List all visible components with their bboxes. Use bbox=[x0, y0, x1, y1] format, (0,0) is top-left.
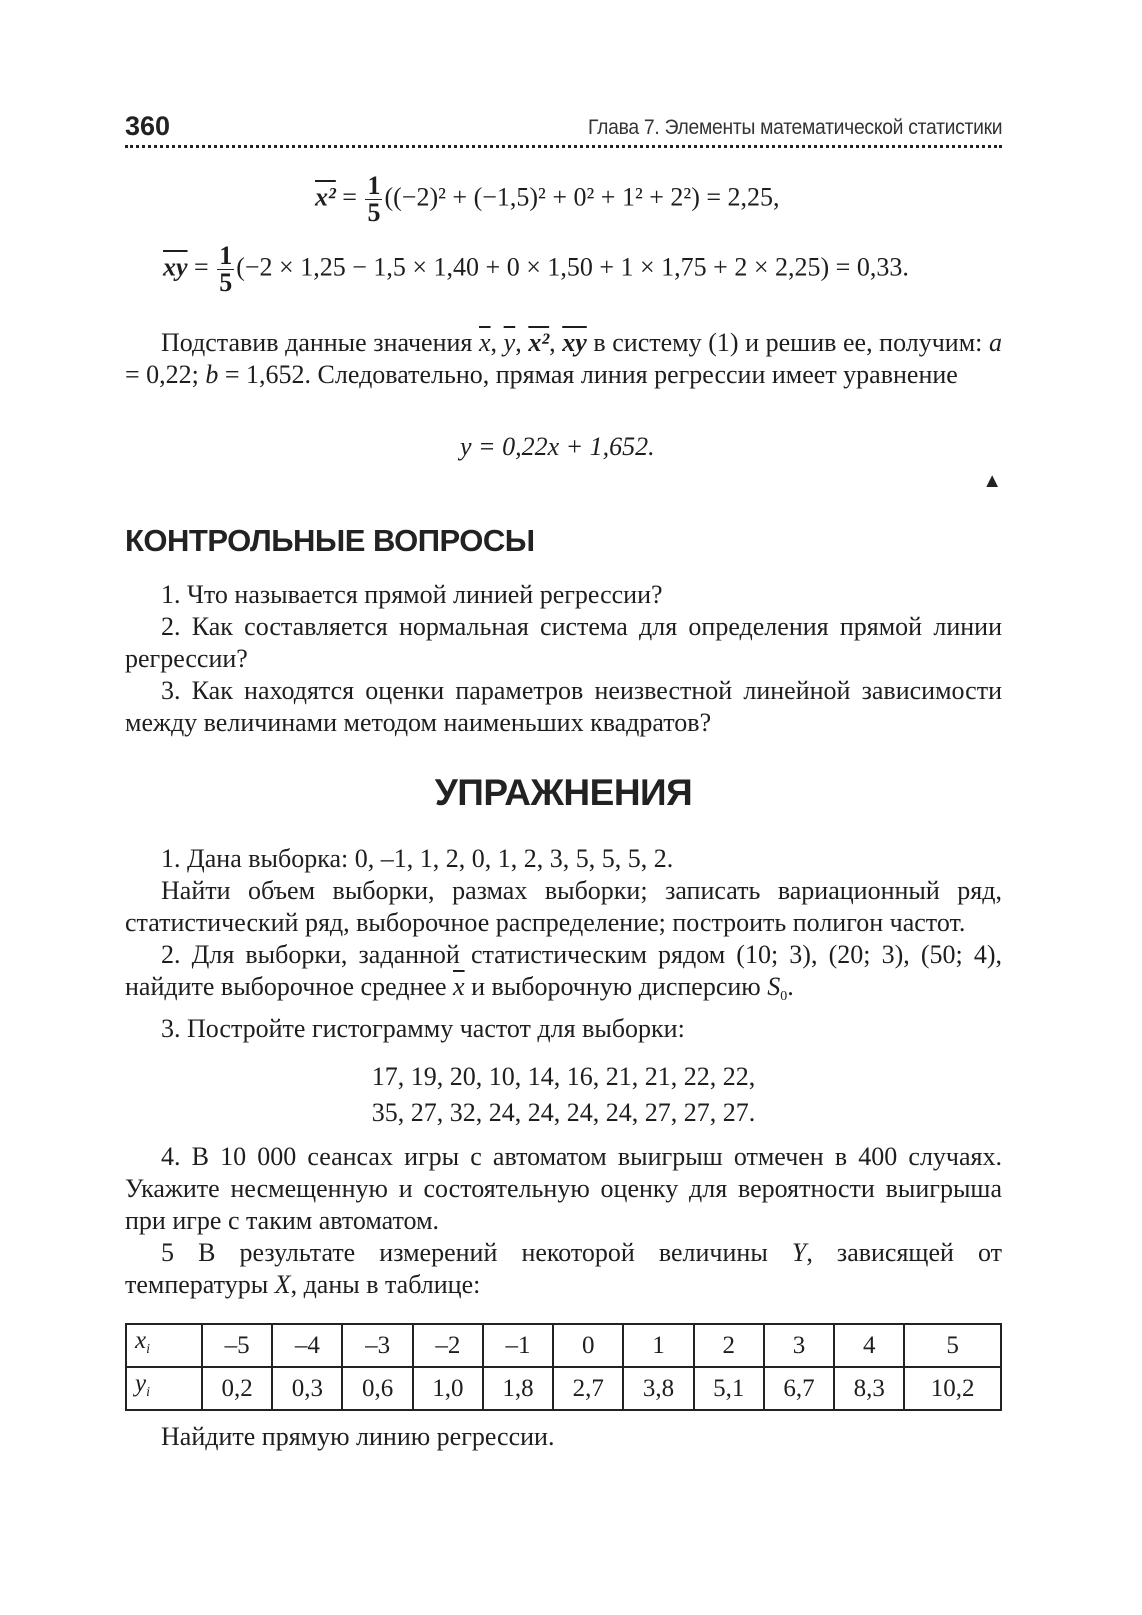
xy-formula-body: (−2 × 1,25 − 1,5 × 1,40 + 0 × 1,50 + 1 × 1,75 + 2 × 2,25) = 0,33. bbox=[236, 252, 909, 282]
table-cell: 1,8 bbox=[483, 1367, 553, 1410]
exercise-1-sample: 1. Дана выборка: 0, –1, 1, 2, 0, 1, 2, 3, 5, 5, 5, 2. bbox=[161, 844, 674, 873]
y-bar-symbol: $\overline{y}$ bbox=[503, 328, 516, 357]
table-cell: –5 bbox=[202, 1324, 272, 1367]
x2-bar-symbol: x² bbox=[528, 328, 550, 357]
table-cell: 6,7 bbox=[764, 1367, 834, 1410]
table-cell: 0,2 bbox=[202, 1367, 272, 1410]
table-label-y: $y_i$ bbox=[126, 1367, 202, 1410]
exercises-heading: УПРАЖНЕНИЯ bbox=[434, 772, 693, 813]
fraction-one-fifth: $\frac{1}{5}$ bbox=[367, 171, 381, 227]
x-bar-symbol: $\overline{x}$ bbox=[453, 972, 465, 1001]
table-cell: 1 bbox=[623, 1324, 693, 1367]
table-cell: 3 bbox=[764, 1324, 834, 1367]
table-cell: 10,2 bbox=[904, 1367, 1001, 1410]
question-1: 1. Что называется прямой линией регрессии? bbox=[161, 580, 663, 609]
page-number: 360 bbox=[125, 111, 171, 141]
x2-formula-body: ((−2)² + (−1,5)² + 0² + 1² + 2²) = 2,25, bbox=[384, 182, 780, 212]
fraction-one-fifth: $\frac{1}{5}$ bbox=[219, 241, 233, 297]
table-cell: –3 bbox=[342, 1324, 412, 1367]
control-questions-heading: КОНТРОЛЬНЫЕ ВОПРОСЫ bbox=[125, 523, 535, 558]
regression-equation: y = 0,22x + 1,652. bbox=[460, 432, 655, 461]
header-dotted-rule bbox=[125, 145, 1002, 148]
x-bar-symbol: $\overline{x}$ bbox=[479, 328, 491, 357]
table-cell: 2,7 bbox=[553, 1367, 623, 1410]
table-label-x: $x_i$ bbox=[126, 1324, 202, 1367]
y-symbol: Y bbox=[791, 1238, 807, 1267]
table-cell: 0,3 bbox=[272, 1367, 342, 1410]
control-questions-list bbox=[125, 579, 1002, 739]
x-symbol: X bbox=[274, 1270, 291, 1299]
table-row-y bbox=[126, 1367, 1001, 1410]
exercise-3: 3. Постройте гистограмму частот для выборки: bbox=[161, 1014, 685, 1043]
exercise-2: 2. Для выборки, заданной статистическим рядом (10; 3), (20; 3), (50; 4), найдите выборочное среднее $\overline{x}$ и выборочную дисперсию $S_0$. bbox=[125, 940, 1002, 1004]
chapter-title: Глава 7. Элементы математической статистики bbox=[587, 116, 1002, 139]
formula-xy-mean: $\overline{xy}$ = $\frac{1}{5}$ (−2 × 1,25 − 1,5 × 1,40 + 0 × 1,50 + 1 × 1,75 + 2 × 2,25) = 0,33. bbox=[163, 241, 909, 297]
table-cell: –1 bbox=[483, 1324, 553, 1367]
table-cell: –4 bbox=[272, 1324, 342, 1367]
end-of-example-marker: ▲ bbox=[982, 470, 1002, 492]
table-cell: 2 bbox=[694, 1324, 764, 1367]
xy-symbol: $\overline{xy}$ bbox=[163, 252, 188, 282]
s-symbol: S bbox=[767, 972, 781, 1001]
exercise-3-row-2: 35, 27, 32, 24, 24, 24, 24, 27, 27, 27. bbox=[371, 1098, 756, 1127]
table-cell: 4 bbox=[834, 1324, 904, 1367]
table-row-x bbox=[126, 1324, 1001, 1367]
table-cell: 0 bbox=[553, 1324, 623, 1367]
substitution-paragraph: Подставив данные значения $\overline{x}$, $\overline{y}$, x², $\overline{xy}$ в систему (1) и решив ее, получим: a = 0,22; b = 1,652. Следовательно, прямая линия регрессии имеет уравнение bbox=[125, 328, 1003, 389]
page-header bbox=[125, 108, 1002, 148]
a-symbol: a bbox=[989, 328, 1003, 357]
exercise-5: 5 В результате измерений некоторой величины Y, зависящей от температуры X, даны в таблице: bbox=[125, 1238, 1002, 1299]
formula-x-squared-mean: x² = $\frac{1}{5}$ ((−2)² + (−1,5)² + 0² + 1² + 2²) = 2,25, bbox=[315, 171, 780, 227]
question-3: 3. Как находятся оценки параметров неизвестной линейной зависимости между величинами методом наименьших квадратов? bbox=[125, 676, 1002, 737]
measurement-table bbox=[125, 1323, 1002, 1411]
table-cell: 3,8 bbox=[623, 1367, 693, 1410]
exercises-list bbox=[125, 843, 1002, 1301]
exercise-4: 4. В 10 000 сеансах игры с автоматом выигрыш отмечен в 400 случаях. Укажите несмещенную и состоятельную оценку для вероятности выигрыша при игре с таким автоматом. bbox=[125, 1142, 1002, 1235]
final-task: Найдите прямую линию регрессии. bbox=[161, 1422, 555, 1451]
table-cell: 1,0 bbox=[413, 1367, 483, 1410]
xy-bar-symbol: $\overline{xy}$ bbox=[562, 328, 587, 357]
table-cell: 0,6 bbox=[342, 1367, 412, 1410]
exercise-1-task: Найти объем выборки, размах выборки; записать вариационный ряд, статистический ряд, выборочное распределение; построить полигон частот. bbox=[125, 876, 1002, 937]
x2-symbol: x² bbox=[315, 182, 336, 212]
table-cell: 5,1 bbox=[694, 1367, 764, 1410]
question-2: 2. Как составляется нормальная система для определения прямой линии регрессии? bbox=[125, 612, 1002, 673]
table-cell: –2 bbox=[413, 1324, 483, 1367]
b-symbol: b bbox=[205, 360, 219, 389]
exercise-3-row-1: 17, 19, 20, 10, 14, 16, 21, 21, 22, 22, bbox=[371, 1062, 756, 1091]
table-cell: 8,3 bbox=[834, 1367, 904, 1410]
table-cell: 5 bbox=[904, 1324, 1001, 1367]
